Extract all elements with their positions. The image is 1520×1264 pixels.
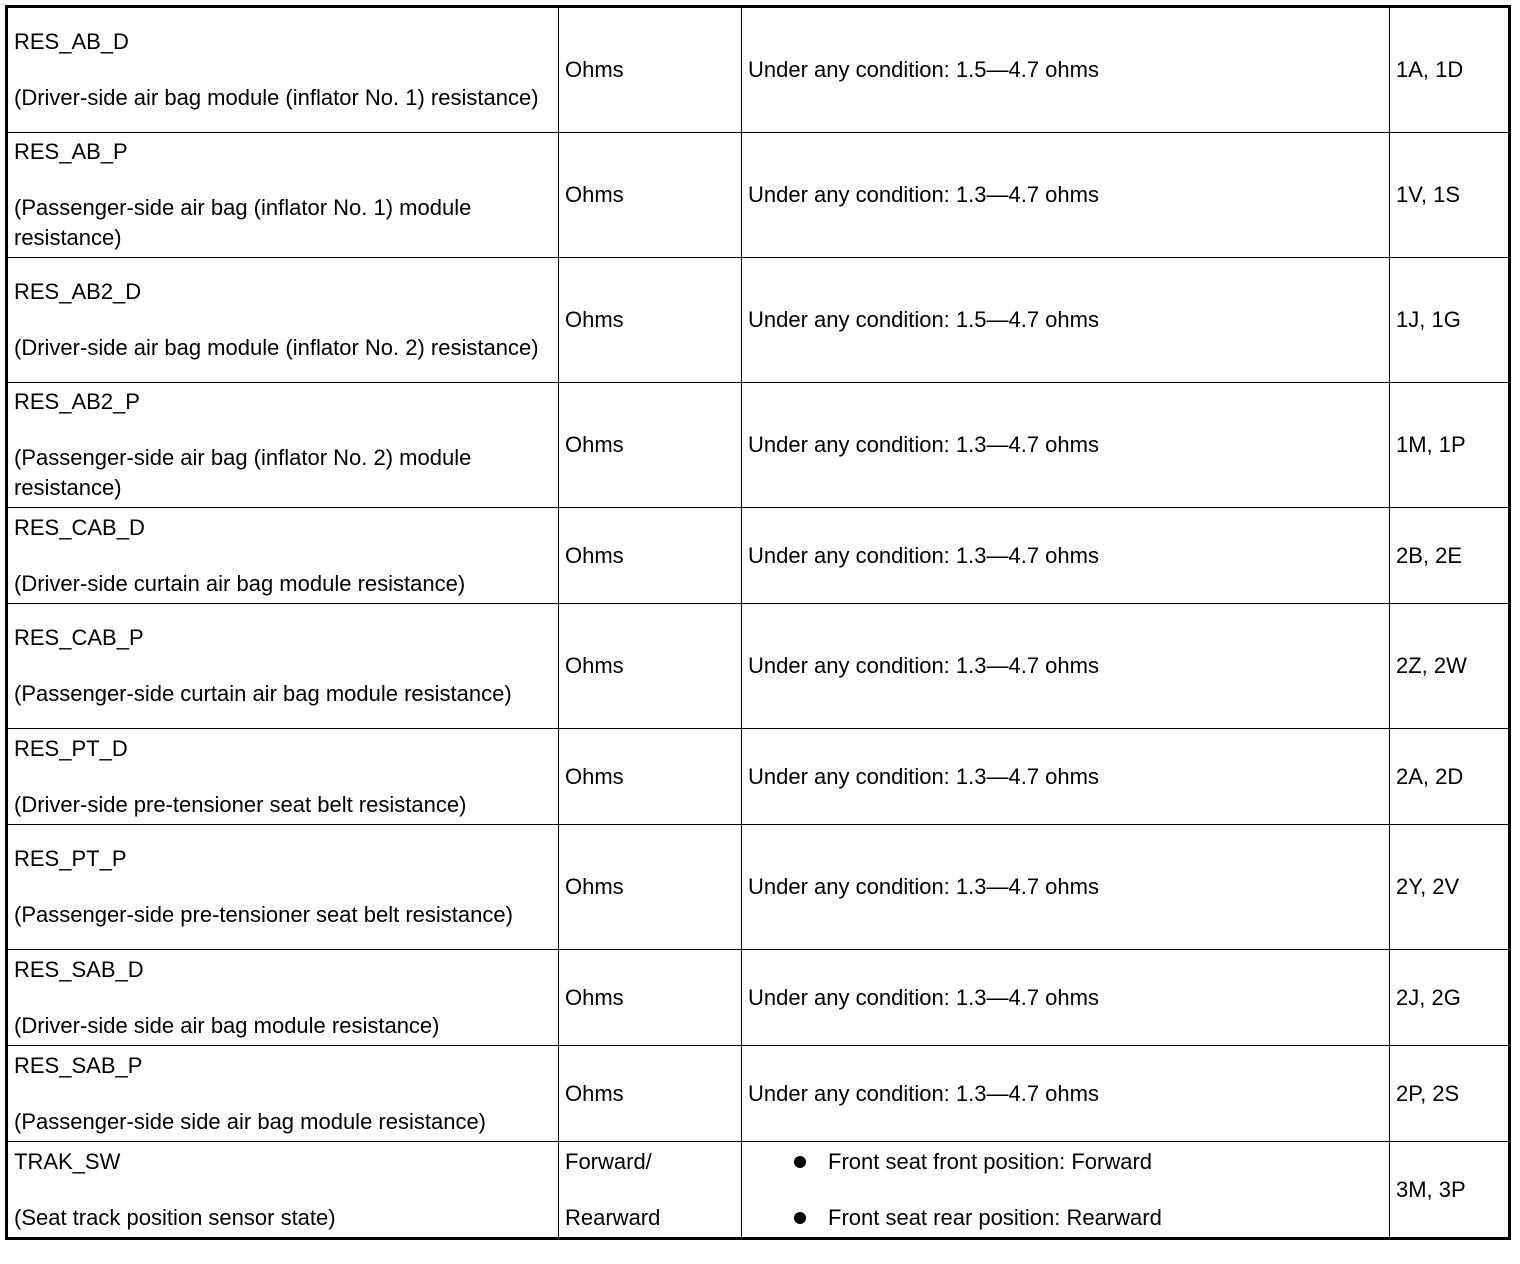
pid-cell — [7, 604, 559, 729]
pid-description: (Seat track position sensor state) — [14, 1204, 336, 1230]
pid-description: (Passenger-side pre-tensioner seat belt resistance) — [14, 902, 513, 927]
terminal-cell: 2P, 2S — [1390, 1046, 1510, 1142]
pid-name: RES_CAB_P — [14, 625, 144, 650]
pid-name: RES_AB_D — [14, 29, 129, 54]
table-row — [7, 7, 1510, 133]
unit-line: Rearward — [565, 1204, 661, 1230]
terminal-cell: 2J, 2G — [1390, 950, 1510, 1046]
terminal-cell: 2Z, 2W — [1390, 604, 1510, 729]
unit-line: Forward/ — [565, 1148, 652, 1174]
unit-cell — [559, 1142, 742, 1239]
terminal-cell: 2B, 2E — [1390, 508, 1510, 604]
condition-cell: Under any condition: 1.3—4.7 ohms — [742, 133, 1390, 258]
pid-name: RES_AB2_D — [14, 279, 142, 304]
condition-cell: Under any condition: 1.3—4.7 ohms — [742, 604, 1390, 729]
table-row — [7, 604, 1510, 729]
condition-cell: Under any condition: 1.5—4.7 ohms — [742, 7, 1390, 133]
pid-name: RES_SAB_P — [14, 1052, 143, 1078]
pid-description: (Driver-side curtain air bag module resistance) — [14, 570, 466, 596]
table-row — [7, 258, 1510, 383]
table-row — [7, 729, 1510, 825]
terminal-cell: 2Y, 2V — [1390, 825, 1510, 950]
condition-cell — [742, 1142, 1390, 1239]
condition-cell: Under any condition: 1.3—4.7 ohms — [742, 1046, 1390, 1142]
pid-cell — [7, 383, 559, 508]
table-row — [7, 950, 1510, 1046]
unit-cell: Ohms — [559, 508, 742, 604]
pid-cell — [7, 258, 559, 383]
table-row — [7, 508, 1510, 604]
pid-description: (Driver-side side air bag module resistance) — [14, 1012, 440, 1038]
table-row — [7, 383, 1510, 508]
pid-description: (Passenger-side air bag (inflator No. 1) module resistance) — [14, 195, 472, 250]
condition-text: Front seat rear position: Rearward — [828, 1204, 1162, 1230]
pid-cell — [7, 1142, 559, 1239]
condition-cell: Under any condition: 1.3—4.7 ohms — [742, 825, 1390, 950]
bullet-icon — [794, 1156, 806, 1168]
pid-name: RES_AB_P — [14, 139, 128, 164]
unit-cell: Ohms — [559, 825, 742, 950]
condition-cell: Under any condition: 1.3—4.7 ohms — [742, 383, 1390, 508]
pid-cell — [7, 508, 559, 604]
table-row — [7, 1046, 1510, 1142]
pid-name: RES_SAB_D — [14, 956, 144, 982]
pid-description: (Passenger-side curtain air bag module resistance) — [14, 681, 512, 706]
pid-description: (Driver-side pre-tensioner seat belt resistance) — [14, 791, 467, 817]
terminal-cell: 1A, 1D — [1390, 7, 1510, 133]
pid-description: (Passenger-side side air bag module resistance) — [14, 1108, 487, 1134]
unit-cell: Ohms — [559, 729, 742, 825]
unit-cell: Ohms — [559, 950, 742, 1046]
bullet-item — [748, 1203, 1383, 1233]
pid-specification-table — [5, 5, 1511, 1240]
unit-cell: Ohms — [559, 383, 742, 508]
pid-cell — [7, 7, 559, 133]
pid-cell — [7, 825, 559, 950]
unit-cell: Ohms — [559, 258, 742, 383]
pid-name: RES_PT_D — [14, 735, 128, 761]
pid-cell — [7, 1046, 559, 1142]
terminal-cell: 1J, 1G — [1390, 258, 1510, 383]
pid-description: (Driver-side air bag module (inflator No. 1) resistance) — [14, 85, 539, 110]
terminal-cell: 1V, 1S — [1390, 133, 1510, 258]
table-row — [7, 133, 1510, 258]
pid-name: RES_AB2_P — [14, 389, 140, 414]
pid-description: (Passenger-side air bag (inflator No. 2) module resistance) — [14, 445, 472, 500]
condition-cell: Under any condition: 1.5—4.7 ohms — [742, 258, 1390, 383]
unit-cell: Ohms — [559, 604, 742, 729]
table-row-trak-sw — [7, 1142, 1510, 1239]
terminal-cell: 3M, 3P — [1390, 1142, 1510, 1239]
unit-cell: Ohms — [559, 1046, 742, 1142]
condition-cell: Under any condition: 1.3—4.7 ohms — [742, 508, 1390, 604]
table-row — [7, 825, 1510, 950]
condition-cell: Under any condition: 1.3—4.7 ohms — [742, 950, 1390, 1046]
condition-cell: Under any condition: 1.3—4.7 ohms — [742, 729, 1390, 825]
terminal-cell: 1M, 1P — [1390, 383, 1510, 508]
pid-cell — [7, 950, 559, 1046]
pid-cell — [7, 133, 559, 258]
terminal-cell: 2A, 2D — [1390, 729, 1510, 825]
pid-description: (Driver-side air bag module (inflator No. 2) resistance) — [14, 335, 539, 360]
pid-name: RES_CAB_D — [14, 514, 145, 540]
bullet-item — [748, 1147, 1383, 1177]
pid-name: TRAK_SW — [14, 1148, 121, 1174]
pid-name: RES_PT_P — [14, 846, 127, 871]
pid-cell — [7, 729, 559, 825]
bullet-icon — [794, 1212, 806, 1224]
unit-cell: Ohms — [559, 133, 742, 258]
unit-cell: Ohms — [559, 7, 742, 133]
condition-text: Front seat front position: Forward — [828, 1148, 1153, 1174]
